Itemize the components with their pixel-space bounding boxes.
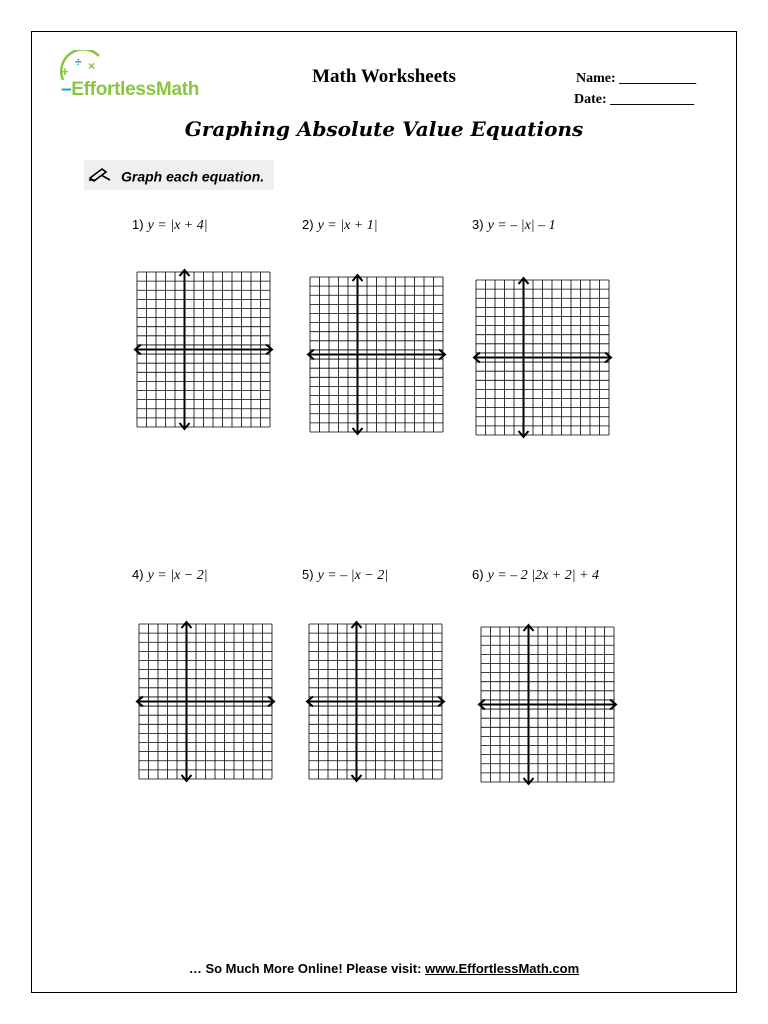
problem-1-label: 1) y = |x + 4|: [132, 217, 208, 233]
page-title: Graphing Absolute Value Equations: [184, 117, 584, 141]
coordinate-grid-6[interactable]: [477, 623, 618, 791]
coordinate-grid-3[interactable]: [472, 276, 613, 444]
date-field-label: Date: ____________: [574, 92, 695, 107]
svg-text:×: ×: [88, 59, 96, 73]
coordinate-grid-5[interactable]: [305, 620, 446, 788]
name-field-label: Name: ___________: [576, 71, 697, 86]
svg-text:÷: ÷: [75, 55, 82, 69]
coordinate-grid-1[interactable]: [133, 268, 274, 436]
footer-text: … So Much More Online! Please visit:: [188, 961, 426, 976]
problem-4-label: 4) y = |x − 2|: [132, 567, 208, 583]
problem-5-label: 5) y = – |x − 2|: [302, 567, 389, 583]
instruction-banner: [84, 160, 274, 190]
problem-6-label: 6) y = – 2 |2x + 2| + 4: [472, 567, 600, 583]
instruction-text: Graph each equation.: [121, 168, 265, 185]
footer-link[interactable]: www.EffortlessMath.com: [425, 961, 580, 976]
coordinate-plane-graphic: [133, 268, 274, 431]
logo-wordmark: –EffortlessMath: [61, 79, 200, 100]
coordinate-grid-4[interactable]: [135, 620, 276, 788]
problem-3-label: 3) y = – |x| – 1: [472, 217, 556, 233]
coordinate-plane-graphic: [472, 276, 613, 439]
pencil-icon: [88, 166, 112, 187]
worksheet-header-title: Math Worksheets: [312, 66, 456, 87]
footer: [0, 961, 768, 976]
svg-text:+: +: [61, 64, 69, 79]
coordinate-plane-graphic: [135, 620, 276, 783]
coordinate-plane-graphic: [477, 623, 618, 786]
coordinate-grid-2[interactable]: [306, 273, 447, 441]
coordinate-plane-graphic: [306, 273, 447, 436]
coordinate-plane-graphic: [305, 620, 446, 783]
problem-2-label: 2) y = |x + 1|: [302, 217, 378, 233]
